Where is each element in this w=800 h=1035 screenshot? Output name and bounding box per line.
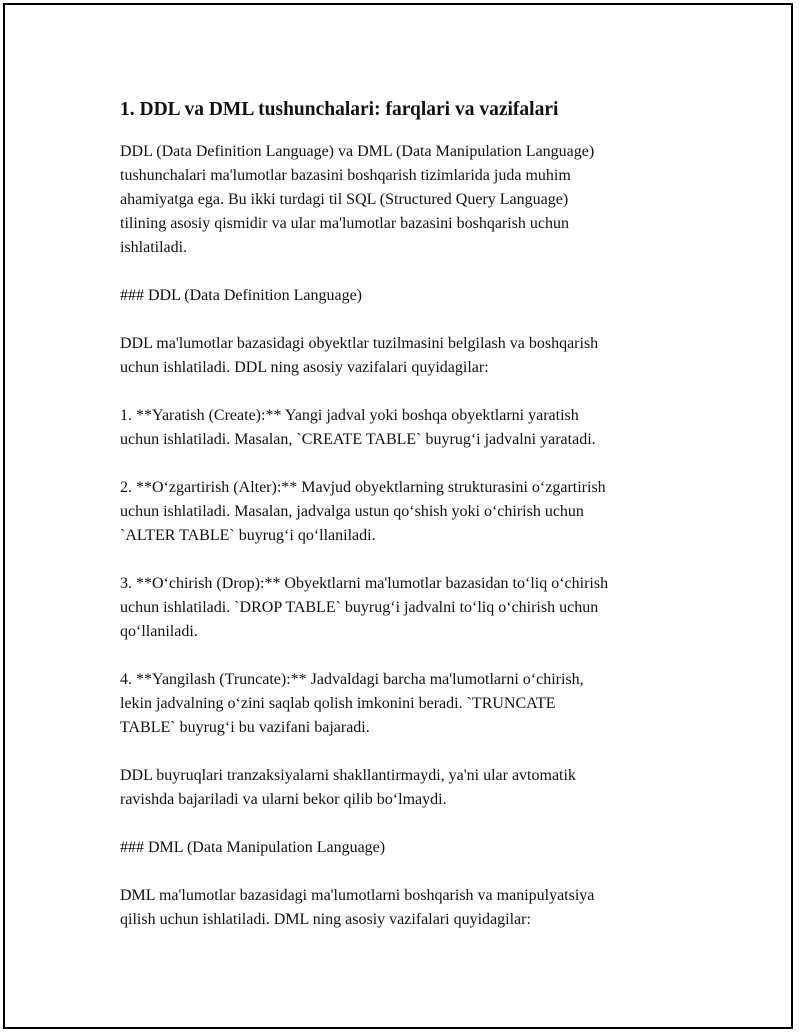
dml-description: DML ma'lumotlar bazasidagi ma'lumotlarni boshqarish va manipulyatsiya qilish uchun ishlatiladi. DML ning asosiy vazifalari quyidagilar:	[120, 887, 595, 928]
ddl-item-alter: 2. **O‘zgartirish (Alter):** Mavjud obyektlarning strukturasini o‘zgartirish uchun ishlatiladi. Masalan, jadvalga ustun qo‘shish yoki o‘chirish uchun `ALTER TABLE` buyrug‘i qo‘llaniladi.	[120, 479, 606, 544]
ddl-item-create: 1. **Yaratish (Create):** Yangi jadval yoki boshqa obyektlarni yaratish uchun ishlatiladi. Masalan, `CREATE TABLE` buyrug‘i jadvalni yaratadi.	[120, 407, 596, 448]
intro-paragraph: DDL (Data Definition Language) va DML (Data Manipulation Language) tushunchalari ma'lumotlar bazasini boshqarish tizimlarida juda muhim ahamiyatga ega. Bu ikki turdagi til SQL (Structured Query Language) tilining asosiy qismidir va ular ma'lumotlar bazasini boshqarish uchun ishlatiladi.	[120, 143, 595, 256]
ddl-transactions-note: DDL buyruqlari tranzaksiyalarni shakllantirmaydi, ya'ni ular avtomatik ravishda bajariladi va ularni bekor qilib bo‘lmaydi.	[120, 767, 576, 808]
dml-heading: ### DML (Data Manipulation Language)	[120, 839, 386, 856]
ddl-item-truncate: 4. **Yangilash (Truncate):** Jadvaldagi barcha ma'lumotlarni o‘chirish, lekin jadvalning o‘zini saqlab qolish imkonini beradi. `TRUNCATE TABLE` buyrug‘i bu vazifani bajaradi.	[120, 671, 584, 736]
document-content	[120, 96, 710, 956]
ddl-item-drop: 3. **O‘chirish (Drop):** Obyektlarni ma'lumotlar bazasidan to‘liq o‘chirish uchun ishlatiladi. `DROP TABLE` buyrug‘i jadvalni to‘liq o‘chirish uchun qo‘llaniladi.	[120, 575, 609, 640]
document-page	[3, 3, 793, 1029]
section-title: 1. DDL va DML tushunchalari: farqlari va vazifalari	[120, 99, 559, 120]
ddl-description: DDL ma'lumotlar bazasidagi obyektlar tuzilmasini belgilash va boshqarish uchun ishlatiladi. DDL ning asosiy vazifalari quyidagilar:	[120, 335, 599, 376]
ddl-heading: ### DDL (Data Definition Language)	[120, 287, 362, 304]
